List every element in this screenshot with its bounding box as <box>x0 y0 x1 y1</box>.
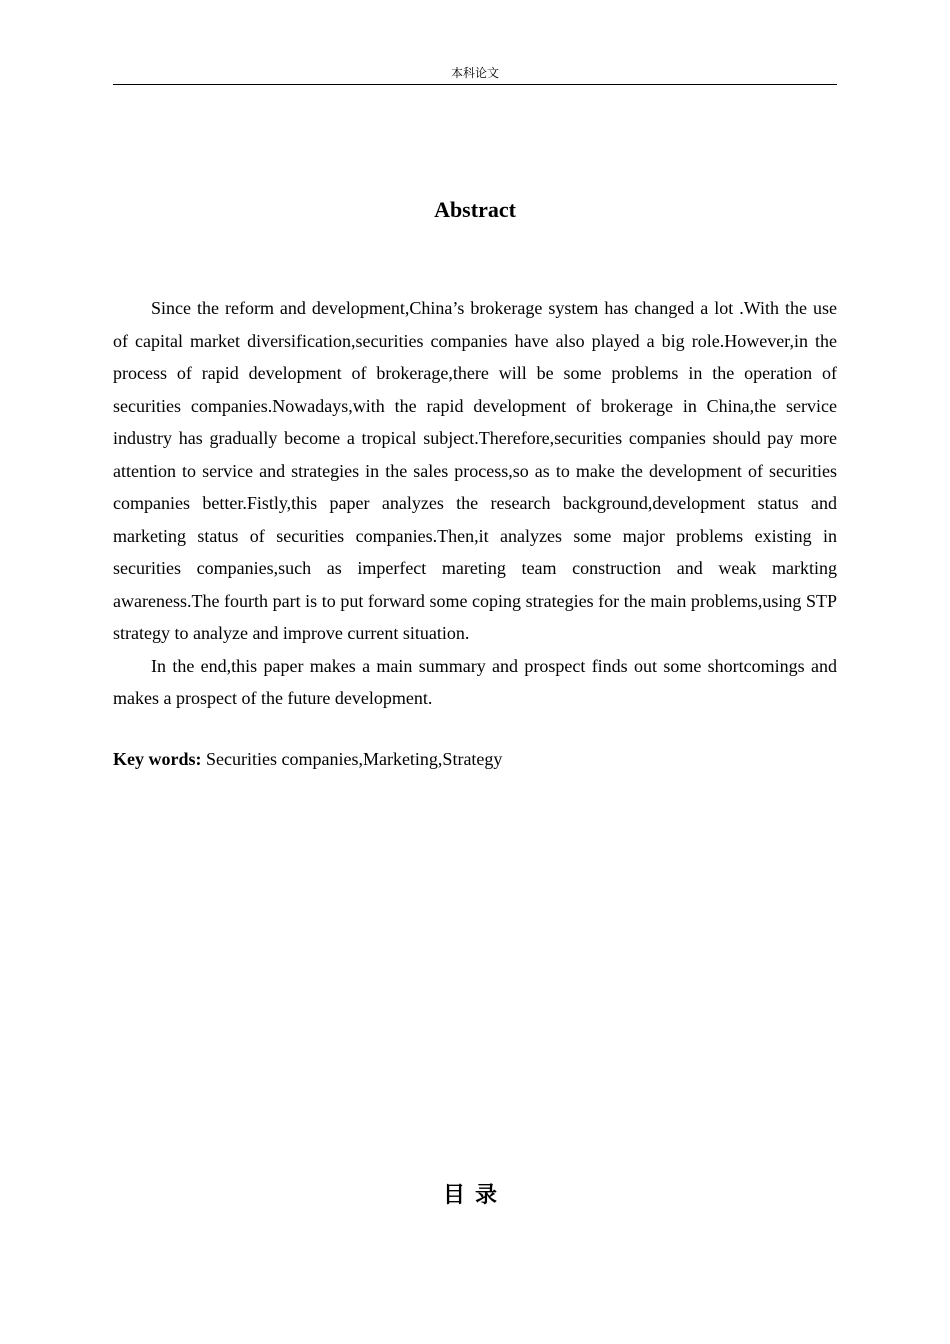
page-header <box>113 64 837 85</box>
keywords-line <box>113 743 837 775</box>
abstract-paragraph-1: Since the reform and development,China’s brokerage system has changed a lot .With the use of capital market diversification,securities companies have also played a big role.However,in the process of rapid development of brokerage,there will be some problems in the operation of securities companies.Nowadays,with the rapid development of brokerage in China,the service industry has gradually become a tropical subject.Therefore,securities companies should pay more attention to service and strategies in the sales process,so as to make the development of securities companies better.Fistly,this paper analyzes the research background,development status and marketing status of securities companies.Then,it analyzes some major problems existing in securities companies,such as imperfect mareting team construction and weak markting awareness.The fourth part is to put forward some coping strategies for the main problems,using STP strategy to analyze and improve current situation. <box>113 298 837 643</box>
abstract-paragraph-2: In the end,this paper makes a main summary and prospect finds out some shortcomings and makes a prospect of the future development. <box>113 655 837 708</box>
toc-title: 目录 <box>442 1183 507 1208</box>
page-header-text: 本科论文 <box>450 66 499 80</box>
keywords-value: Securities companies,Marketing,Strategy <box>206 749 503 769</box>
keywords-label: Key words: <box>113 749 202 769</box>
abstract-title: Abstract <box>434 197 516 222</box>
abstract-body <box>113 292 837 715</box>
